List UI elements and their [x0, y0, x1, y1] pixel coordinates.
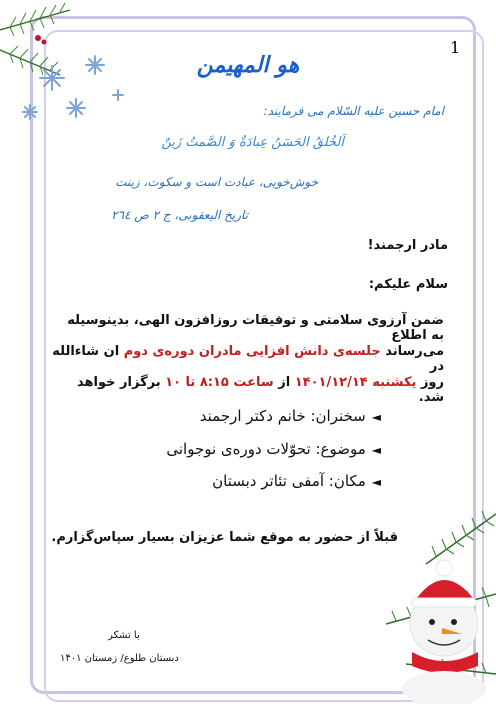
signoff: با تشکر [108, 630, 140, 641]
bullet-text: موضوع: تحوّلات دوره‌ی نوجوانی [166, 440, 366, 458]
session-time: ساعت ۸:۱۵ تا ۱۰ [165, 375, 274, 390]
greeting: سلام علیکم: [368, 277, 448, 292]
closing-line: قبلاً از حضور به موقع شما عزیزان بسیار سپاس‌گزارم. [51, 530, 398, 545]
paragraph-text: روز [420, 375, 444, 390]
paragraph-text: از [278, 375, 291, 390]
salutation: مادر ارجمند! [367, 238, 448, 253]
bullet-text: سخنران: خانم دکتر ارجمند [199, 407, 366, 425]
paragraph-text: می‌رساند [385, 344, 444, 359]
triangle-bullet-icon: ◄ [371, 410, 381, 424]
hadith-translation: خوش‌خویی، عبادت است و سکوت، زینت [115, 175, 318, 189]
paragraph-text: ضمن آرزوی سلامتی و توفیقات روزافزون الهی، بدینوسیله به اطلاع [67, 313, 444, 343]
session-date: یکشنبه ۱۴۰۱/۱۲/۱۴ [294, 375, 417, 390]
page-title: هو المهیمن [196, 52, 300, 78]
hadith-arabic: اَلخُلقُ الحَسَنُ عِبادَةٌ وَ الصَّمتُ زَینٌ [161, 135, 344, 150]
hadith-intro: امام حسین علیه السّلام می فرمایند: [263, 104, 444, 118]
page-number: 1 [450, 38, 461, 57]
triangle-bullet-icon: ◄ [371, 475, 381, 489]
hadith-source: تاریخ الیعقوبی، ج ۲ ص ۲٦٤ [111, 208, 248, 222]
bullet-text: مکان: آمفی تئاتر دبستان [212, 472, 366, 490]
bullet-speaker [200, 407, 381, 425]
paragraph-line-3 [52, 375, 444, 405]
bullet-topic [166, 440, 381, 458]
signature: دبستان طلوع/ زمستان ۱۴۰۱ [60, 653, 179, 664]
session-name: جلسه‌ی دانش افزایی مادران دوره‌ی دوم [123, 344, 381, 359]
paragraph-line-1 [52, 313, 444, 343]
paragraph-line-2 [52, 344, 444, 374]
snowman-decoration [366, 474, 496, 704]
triangle-bullet-icon: ◄ [371, 443, 381, 457]
bullet-location [212, 472, 381, 490]
paragraph-text: ان شاءالله در [52, 344, 444, 374]
paragraph-text: برگزار خواهد شد. [77, 375, 444, 405]
